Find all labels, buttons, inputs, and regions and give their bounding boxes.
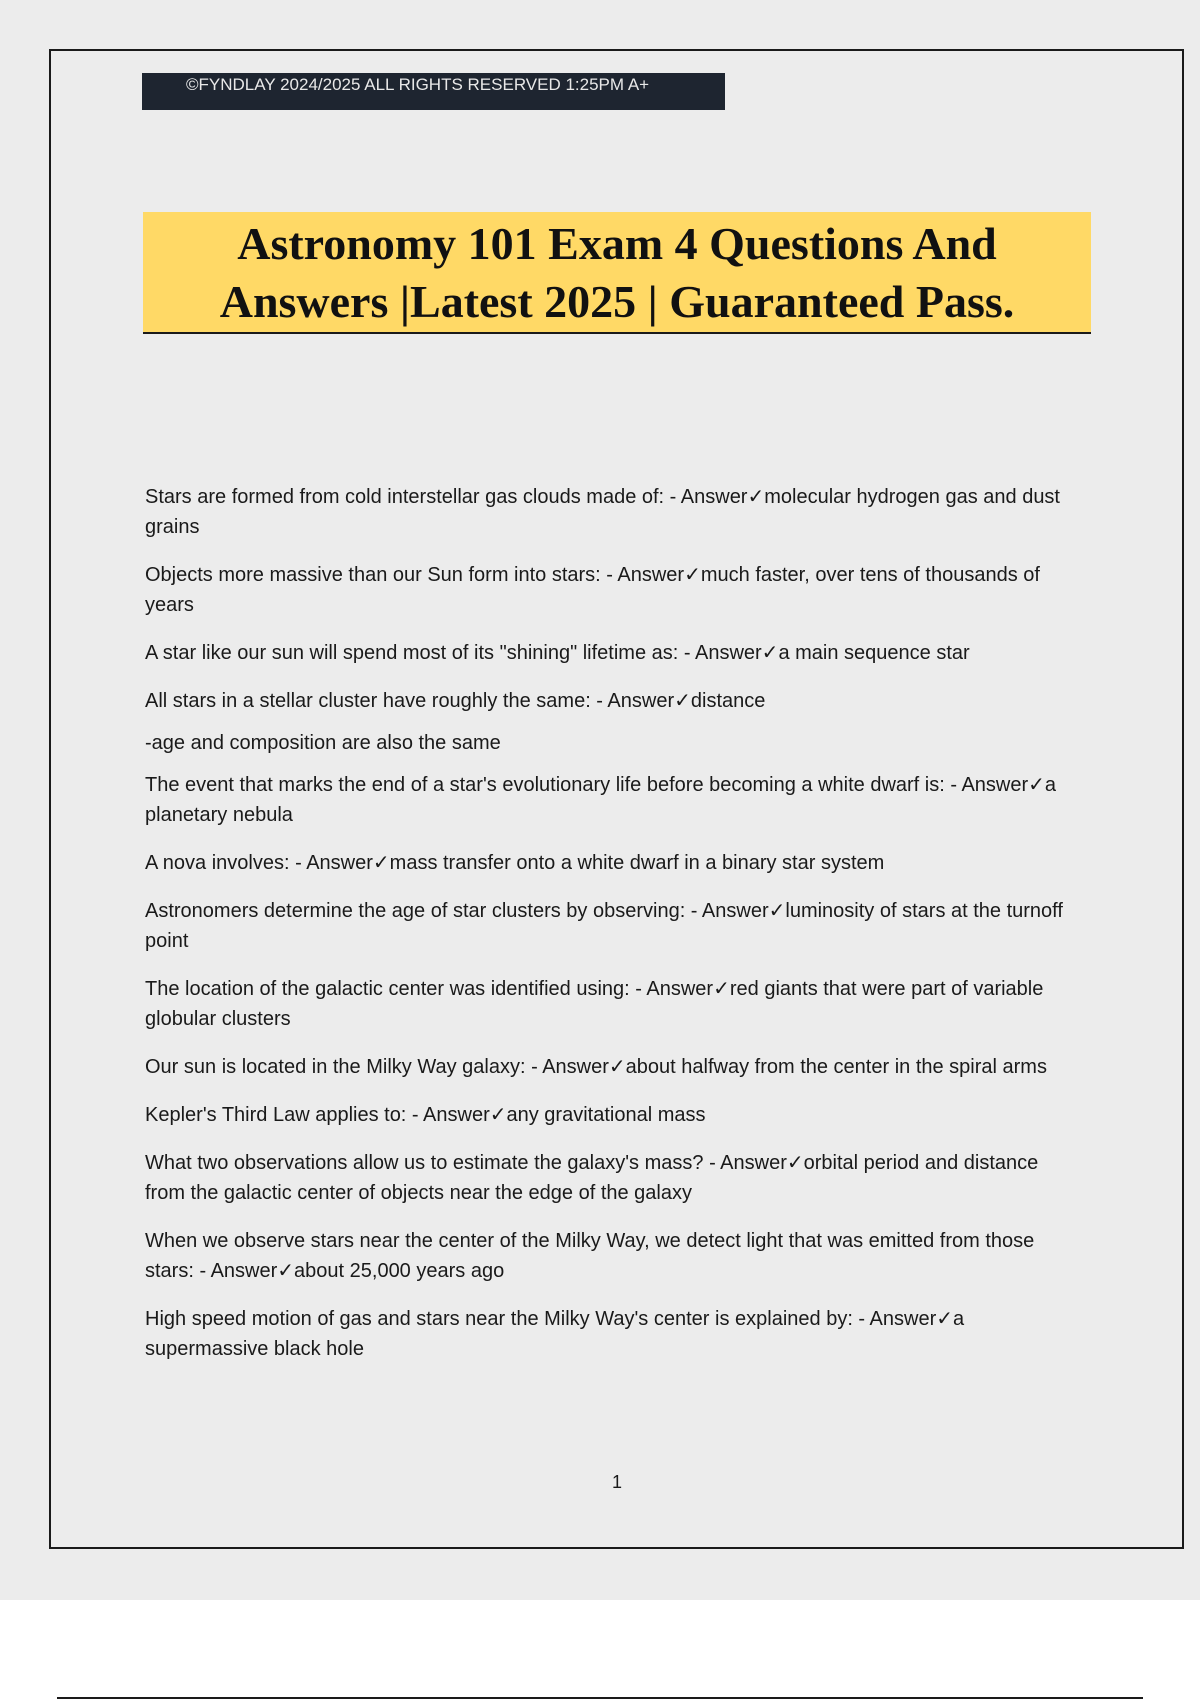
answer-text: any gravitational mass — [506, 1104, 706, 1126]
question-text: High speed motion of gas and stars near the Milky Way's center is explained by: - Answer — [145, 1308, 937, 1330]
check-icon: ✓ — [1028, 774, 1045, 796]
title-line-1: Astronomy 101 Exam 4 Questions And — [237, 218, 997, 269]
qa-item — [145, 1052, 1075, 1082]
question-text: When we observe stars near the center of the Milky Way, we detect light that was emitted from those stars: - Answer — [145, 1230, 1035, 1282]
answer-text: a planetary nebula — [145, 774, 1057, 826]
copyright-banner: ©FYNDLAY 2024/2025 ALL RIGHTS RESERVED 1:25PM A+ — [142, 73, 725, 110]
question-text: Objects more massive than our Sun form into stars: - Answer — [145, 564, 685, 586]
answer-text: about halfway from the center in the spiral arms — [625, 1056, 1047, 1078]
page-number: 1 — [611, 1472, 622, 1492]
check-icon: ✓ — [684, 564, 701, 586]
check-icon: ✓ — [747, 486, 765, 508]
check-icon: ✓ — [372, 852, 390, 874]
check-icon: ✓ — [786, 1152, 804, 1174]
answer-text: orbital period and distance from the galactic center of objects near the edge of the galaxy — [145, 1152, 1039, 1204]
qa-item — [145, 896, 1075, 956]
qa-item — [145, 1148, 1075, 1208]
answer-text: much faster, over tens of thousands of years — [145, 564, 1040, 616]
qa-item — [145, 1100, 1075, 1130]
answer-text: distance — [690, 690, 766, 712]
question-text: All stars in a stellar cluster have roughly the same: - Answer — [145, 690, 675, 712]
check-icon: ✓ — [277, 1260, 295, 1282]
check-icon: ✓ — [608, 1056, 626, 1078]
qa-item — [145, 974, 1075, 1034]
title-line-2: Answers |Latest 2025 | Guaranteed Pass. — [219, 276, 1015, 327]
question-text: Our sun is located in the Milky Way galaxy: - Answer — [145, 1056, 609, 1078]
check-icon: ✓ — [761, 642, 779, 664]
question-text: Kepler's Third Law applies to: - Answer — [145, 1104, 490, 1126]
qa-item — [145, 1304, 1075, 1364]
question-text: Astronomers determine the age of star clusters by observing: - Answer — [145, 900, 769, 922]
question-text: The event that marks the end of a star's evolutionary life before becoming a white dwarf is: - Answer — [145, 774, 1029, 796]
document-title — [143, 212, 1091, 334]
check-icon: ✓ — [674, 690, 691, 712]
qa-item — [145, 848, 1075, 878]
note-text: -age and composition are also the same — [145, 732, 501, 754]
footer-divider — [57, 1697, 1143, 1699]
question-text: Stars are formed from cold interstellar gas clouds made of: - Answer — [145, 486, 748, 508]
question-text: A nova involves: - Answer — [145, 852, 373, 874]
question-text: What two observations allow us to estimate the galaxy's mass? - Answer — [145, 1152, 787, 1174]
qa-item — [145, 560, 1075, 620]
answer-text: a main sequence star — [778, 642, 970, 664]
check-icon: ✓ — [489, 1104, 507, 1126]
answer-text: luminosity of stars at the turnoff point — [145, 900, 1063, 952]
answer-text: mass transfer onto a white dwarf in a binary star system — [389, 852, 885, 874]
answer-text: about 25,000 years ago — [294, 1260, 505, 1282]
check-icon: ✓ — [936, 1308, 953, 1330]
qa-item — [145, 638, 1075, 668]
question-text: The location of the galactic center was identified using: - Answer — [145, 978, 714, 1000]
answer-text: red giants that were part of variable globular clusters — [145, 978, 1044, 1030]
qa-item-note — [145, 728, 1075, 758]
qa-item — [145, 770, 1075, 830]
answer-text: a supermassive black hole — [145, 1308, 965, 1360]
check-icon: ✓ — [768, 900, 786, 922]
check-icon: ✓ — [713, 978, 730, 1000]
answer-text: molecular hydrogen gas and dust grains — [145, 486, 1060, 538]
qa-list — [145, 482, 1075, 1382]
qa-item — [145, 1226, 1075, 1286]
qa-item — [145, 482, 1075, 542]
qa-item — [145, 686, 1075, 716]
question-text: A star like our sun will spend most of its "shining" lifetime as: - Answer — [145, 642, 762, 664]
